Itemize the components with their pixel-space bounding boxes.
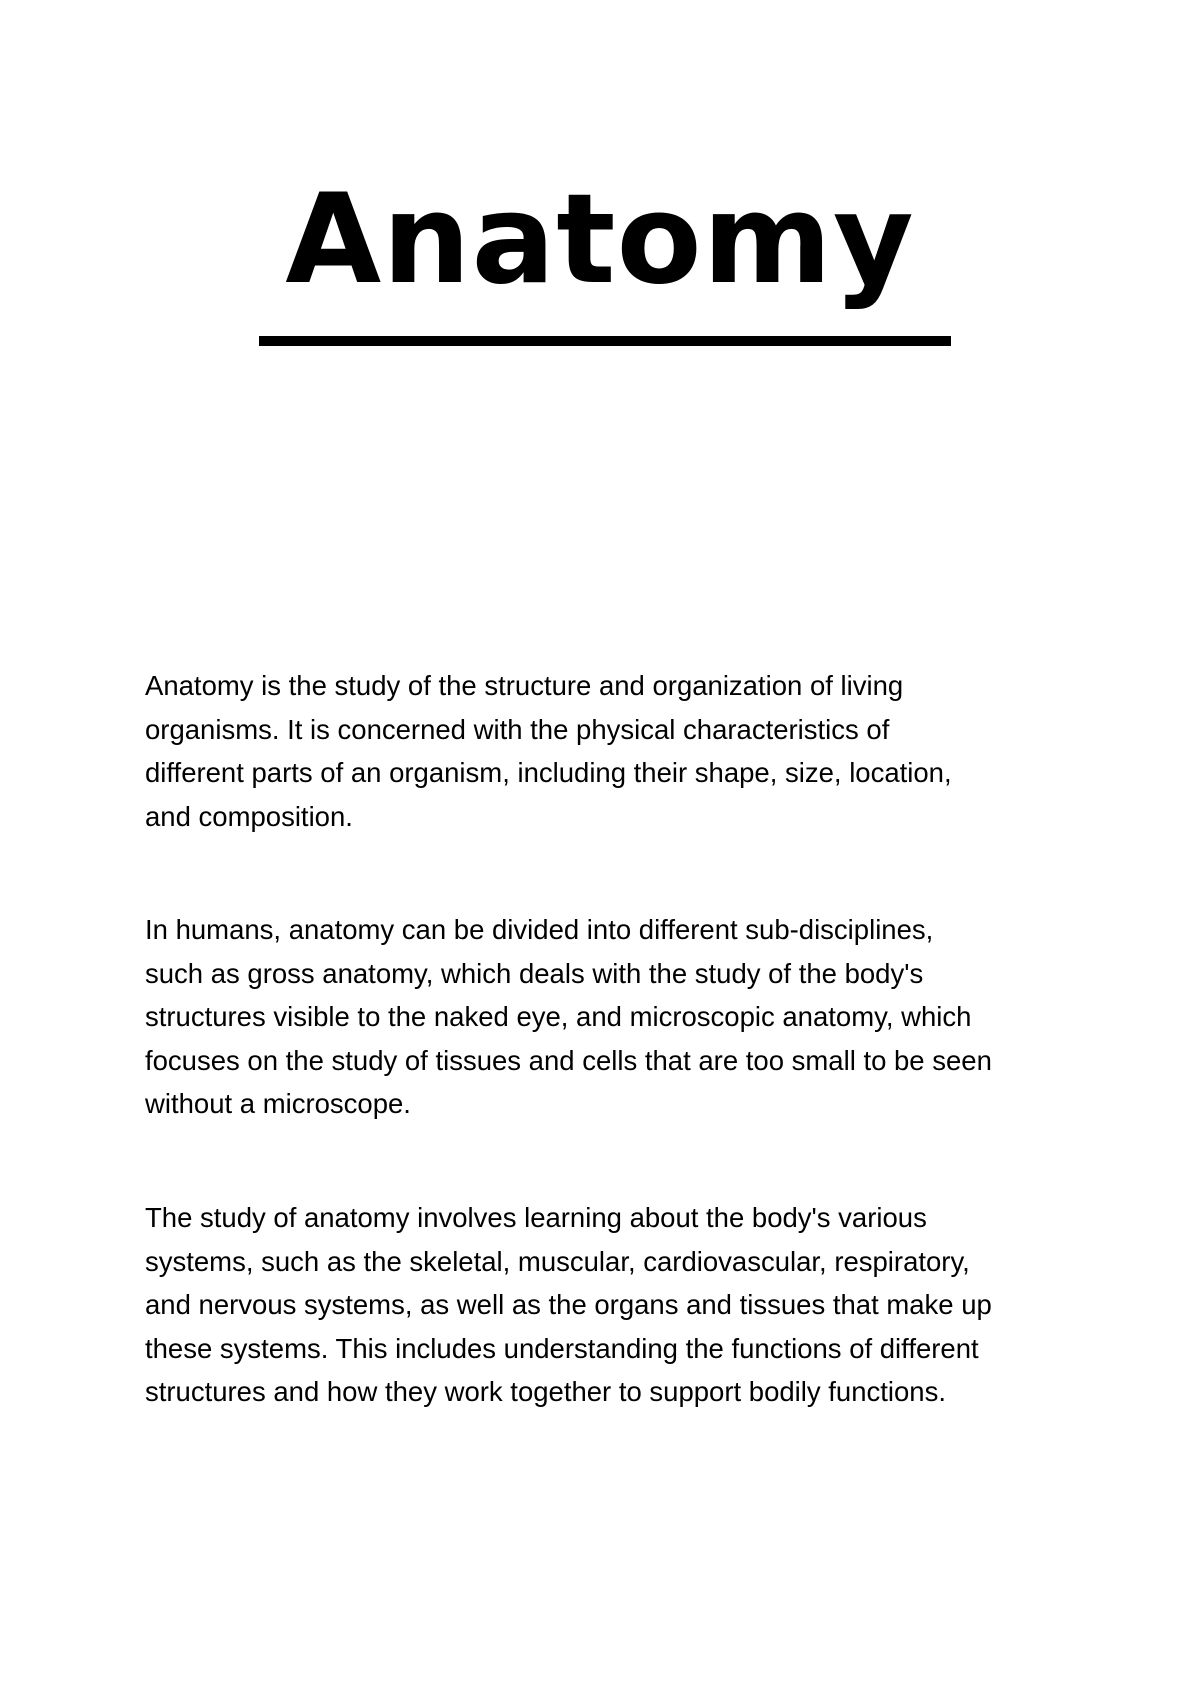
paragraph-line: In humans, anatomy can be divided into different sub-disciplines,: [145, 914, 934, 945]
paragraph-line: and composition.: [145, 800, 353, 832]
paragraph-line: and nervous systems, as well as the organs and tissues that make up: [145, 1289, 992, 1320]
paragraph-sub-disciplines: [145, 908, 1075, 1126]
paragraph-line: such as gross anatomy, which deals with the study of the body's: [145, 957, 924, 989]
paragraph-definition: [145, 664, 1075, 838]
paragraph-body-systems: [145, 1196, 1075, 1414]
paragraph-line: Anatomy is the study of the structure and organization of living: [145, 670, 904, 701]
paragraph-line: organisms. It is concerned with the physical characteristics of: [145, 713, 890, 745]
paragraph-line: structures visible to the naked eye, and microscopic anatomy, which: [145, 1001, 972, 1032]
paragraph-line: The study of anatomy involves learning about the body's various: [145, 1202, 927, 1233]
title-underline: [259, 336, 951, 346]
paragraph-line: without a microscope.: [145, 1088, 411, 1119]
paragraph-line: focuses on the study of tissues and cells that are too small to be seen: [145, 1044, 992, 1076]
paragraph-line: these systems. This includes understanding the functions of different: [145, 1332, 979, 1364]
paragraph-line: different parts of an organism, including their shape, size, location,: [145, 757, 952, 788]
paragraph-line: systems, such as the skeletal, muscular, cardiovascular, respiratory,: [145, 1245, 970, 1277]
page-title: Anatomy: [285, 168, 915, 312]
paragraph-line: structures and how they work together to support bodily functions.: [145, 1376, 946, 1407]
